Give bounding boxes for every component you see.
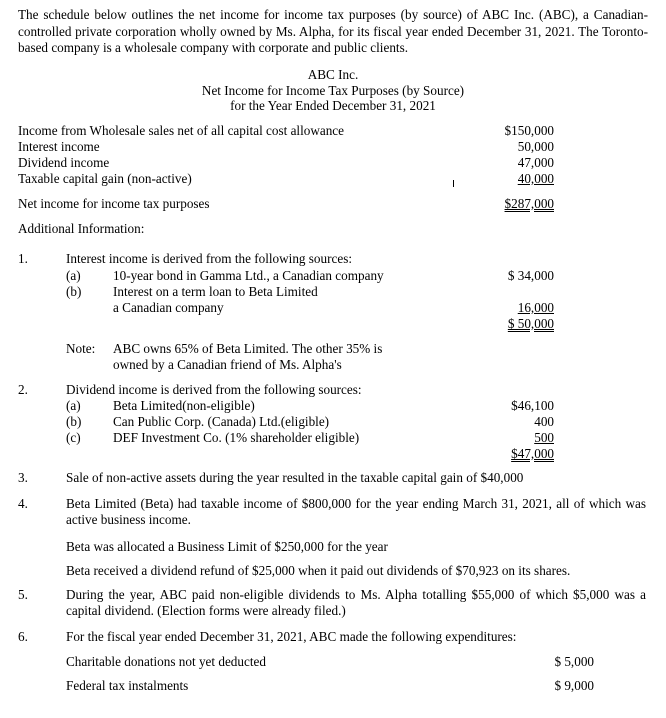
item-letter: (b) <box>66 284 82 299</box>
item-6b-text: Federal tax instalments <box>66 678 189 693</box>
item-number: 1. <box>18 251 28 266</box>
intro-paragraph: The schedule below outlines the net income for income tax purposes (by source) of ABC Inc. (ABC), a Canadian-controlled private corporation wholly owned by Ms. Alpha, for its fiscal year ended December 31, 2021. The Toronto-based company is a wholesale company with corporate and public clients. <box>18 7 648 55</box>
note-text-cont: owned by a Canadian friend of Ms. Alpha's <box>113 357 342 372</box>
net-income-label: Net income for income tax purposes <box>18 196 210 211</box>
item-2-total: $47,000 <box>511 446 554 461</box>
item-3-text: Sale of non-active assets during the year resulted in the taxable capital gain of $40,000 <box>66 470 524 485</box>
item-letter: (b) <box>66 414 82 429</box>
item-1b-text-cont: a Canadian company <box>113 300 224 315</box>
schedule-row-label: Income from Wholesale sales net of all capital cost allowance <box>18 123 345 138</box>
item-6a-amount: $ 5,000 <box>554 654 594 669</box>
item-1a-text: 10-year bond in Gamma Ltd., a Canadian company <box>113 268 384 283</box>
item-number: 5. <box>18 587 28 602</box>
tick-mark <box>453 180 454 187</box>
item-1b-amount: 16,000 <box>517 300 554 315</box>
item-1-lead: Interest income is derived from the following sources: <box>66 251 353 266</box>
note-text: ABC owns 65% of Beta Limited. The other 35% is <box>113 341 383 356</box>
item-5-text: During the year, ABC paid non-eligible dividends to Ms. Alpha totalling $55,000 of which $5,000 was a capital dividend. (Election forms were already filed.) <box>66 587 646 618</box>
item-2a-text: Beta Limited(non-eligible) <box>113 398 255 413</box>
item-1b-text: Interest on a term loan to Beta Limited <box>113 284 318 299</box>
item-letter: (a) <box>66 268 81 283</box>
schedule-row-amount: $150,000 <box>504 123 554 138</box>
schedule-row-label: Interest income <box>18 139 100 154</box>
item-1a-amount: $ 34,000 <box>507 268 554 283</box>
item-letter: (c) <box>66 430 81 445</box>
schedule-row-amount: 50,000 <box>517 139 554 154</box>
item-number: 6. <box>18 629 28 644</box>
item-2a-amount: $46,100 <box>511 398 554 413</box>
item-6-text: For the fiscal year ended December 31, 2021, ABC made the following expenditures: <box>66 629 517 644</box>
item-4-dividend-refund: Beta received a dividend refund of $25,000 when it paid out dividends of $70,923 on its shares. <box>66 563 571 578</box>
item-letter: (a) <box>66 398 81 413</box>
item-number: 4. <box>18 496 28 511</box>
schedule-period: for the Year Ended December 31, 2021 <box>230 98 436 113</box>
item-2c-text: DEF Investment Co. (1% shareholder eligible) <box>113 430 360 445</box>
item-2-lead: Dividend income is derived from the following sources: <box>66 382 362 397</box>
item-1-total: $ 50,000 <box>507 316 554 331</box>
item-number: 2. <box>18 382 28 397</box>
schedule-row-amount: 47,000 <box>517 155 554 170</box>
net-income-amount: $287,000 <box>504 196 554 211</box>
schedule-row-label: Taxable capital gain (non-active) <box>18 171 192 186</box>
schedule-title: Net Income for Income Tax Purposes (by Source) <box>201 83 465 98</box>
schedule-row-label: Dividend income <box>18 155 110 170</box>
item-2b-amount: 400 <box>534 414 554 429</box>
note-label: Note: <box>66 341 96 356</box>
schedule-row-amount: 40,000 <box>517 171 554 186</box>
item-2b-text: Can Public Corp. (Canada) Ltd.(eligible) <box>113 414 330 429</box>
item-4-business-limit: Beta was allocated a Business Limit of $250,000 for the year <box>66 539 388 554</box>
item-number: 3. <box>18 470 28 485</box>
additional-info-heading: Additional Information: <box>18 221 145 236</box>
item-4-text: Beta Limited (Beta) had taxable income of $800,000 for the year ending March 31, 2021, all of which was active business income. <box>66 496 646 527</box>
item-6a-text: Charitable donations not yet deducted <box>66 654 266 669</box>
item-2c-amount: 500 <box>534 430 554 445</box>
item-6b-amount: $ 9,000 <box>554 678 594 693</box>
company-name: ABC Inc. <box>307 67 359 82</box>
